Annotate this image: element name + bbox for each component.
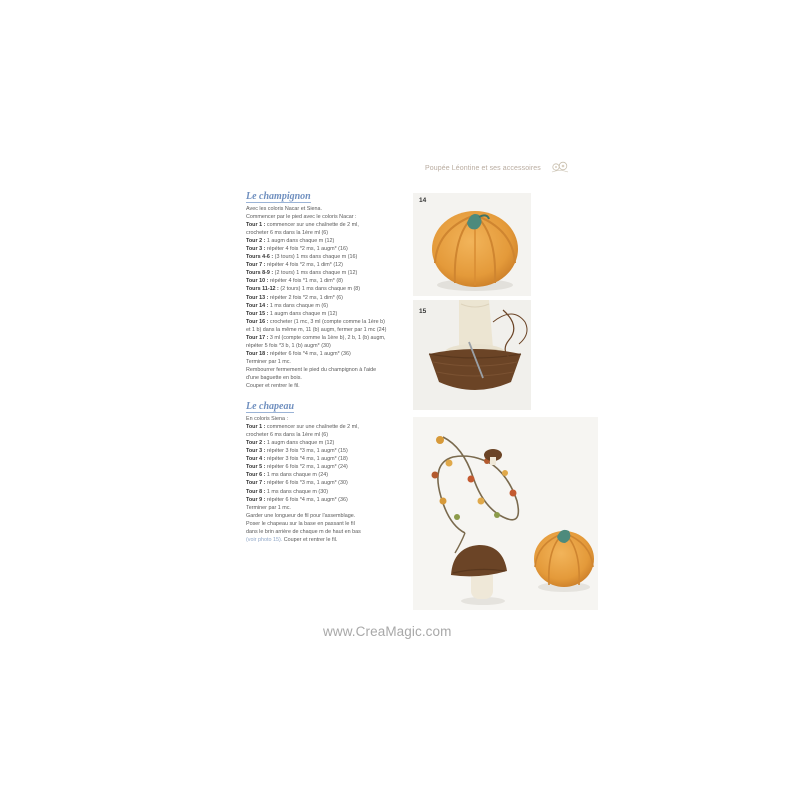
- website-watermark: www.CreaMagic.com: [323, 624, 452, 639]
- instruction-line: [246, 277, 406, 285]
- round-label: Tour 10 :: [246, 278, 269, 285]
- instruction-line: [246, 326, 406, 334]
- instruction-line: [246, 415, 406, 423]
- instruction-line: [246, 496, 406, 504]
- instruction-text: 3 ml (compte comme la 1ère b), 2 b, 1 (b) augm,: [268, 334, 386, 341]
- mushroom-assembly-illustration: [413, 300, 531, 410]
- running-header: Poupée Léontine et ses accessoires: [425, 165, 541, 172]
- instruction-line: [246, 423, 406, 431]
- step-number-14: 14: [419, 197, 427, 204]
- instruction-line: [246, 504, 406, 512]
- instruction-line: [246, 382, 406, 390]
- instruction-text: crocheter 6 ms dans la 1ère ml (6): [246, 432, 329, 439]
- photo-15-assembly: [413, 300, 531, 410]
- instruction-text: Terminer par 1 mc.: [246, 504, 291, 511]
- instruction-line: [246, 229, 406, 237]
- instruction-line: [246, 374, 406, 382]
- section-title-chapeau: Le chapeau: [246, 401, 295, 413]
- instruction-line: [246, 237, 406, 245]
- instruction-line: [246, 439, 406, 447]
- floral-ornament-icon: [549, 160, 571, 174]
- photo-14-pumpkin: [413, 193, 531, 296]
- round-label: Tour 6 :: [246, 472, 266, 479]
- instruction-text: Poser le chapeau sur la base en passant le fil: [246, 520, 355, 527]
- finished-items-illustration: [413, 417, 598, 610]
- instruction-line: [246, 488, 406, 496]
- instruction-text: Commencer par le pied avec le coloris Nacar :: [246, 214, 357, 221]
- instruction-text: commencer sur une chaînette de 2 ml,: [265, 424, 359, 431]
- instruction-line: [246, 342, 406, 350]
- round-label: Tour 16 :: [246, 318, 269, 325]
- instruction-text: répéter 6 fois *4 ms, 1 augm* (36): [268, 350, 351, 357]
- instruction-text: répéter 3 fois *3 ms, 1 augm* (15): [265, 448, 348, 455]
- section-title-champignon: Le champignon: [246, 191, 311, 202]
- instruction-text: En coloris Siena :: [246, 416, 288, 423]
- round-label: Tour 8 :: [246, 488, 266, 495]
- instruction-line: [246, 221, 406, 229]
- instruction-line: [246, 269, 406, 277]
- round-label: Tour 13 :: [246, 294, 269, 301]
- instruction-line: [246, 512, 406, 520]
- instruction-line: [246, 285, 406, 293]
- instruction-text: 1 augm dans chaque m (12): [265, 440, 335, 447]
- instruction-text: répéter 4 fois *2 ms, 1 dim* (12): [265, 262, 343, 269]
- instruction-text: répéter 2 fois *2 ms, 1 dim* (6): [268, 294, 343, 301]
- instruction-text: Rembourrer fermement le pied du champignon à l'aide: [246, 366, 377, 373]
- instruction-text: répéter 3 fois *4 ms, 1 augm* (18): [265, 456, 348, 463]
- instruction-text: d'une baguette en bois.: [246, 374, 302, 381]
- instruction-text: (2 tours) 1 ms dans chaque m (12): [273, 270, 358, 277]
- instruction-line: [246, 205, 406, 213]
- round-label: Tour 7 :: [246, 480, 266, 487]
- instruction-text: 1 augm dans chaque m (12): [265, 238, 335, 245]
- instruction-line: [246, 463, 406, 471]
- champignon-instructions: [246, 205, 406, 390]
- instruction-line: [246, 479, 406, 487]
- instruction-text: crocheter (1 mc, 3 ml (compte comme la 1ère b): [268, 318, 385, 325]
- instruction-text: Couper et rentrer le fil.: [282, 536, 338, 543]
- instruction-text: (3 tours) 1 ms dans chaque m (16): [273, 254, 358, 261]
- instruction-line: [246, 471, 406, 479]
- round-label: Tour 5 :: [246, 464, 266, 471]
- instruction-line: [246, 213, 406, 221]
- instruction-line: [246, 302, 406, 310]
- round-label: Tour 14 :: [246, 302, 269, 309]
- round-label: Tour 3 :: [246, 448, 266, 455]
- round-label: Tours 8-9 :: [246, 270, 274, 277]
- instruction-line: [246, 536, 406, 544]
- round-label: Tours 11-12 :: [246, 286, 279, 293]
- round-label: Tour 3 :: [246, 246, 266, 253]
- step-number-15: 15: [419, 308, 427, 315]
- instruction-line: [246, 310, 406, 318]
- instruction-text: Couper et rentrer le fil.: [246, 383, 300, 390]
- instruction-line: [246, 520, 406, 528]
- round-label: Tour 1 :: [246, 424, 266, 431]
- instruction-line: [246, 528, 406, 536]
- pattern-text-column: [246, 186, 406, 544]
- round-label: Tour 18 :: [246, 350, 269, 357]
- instruction-line: [246, 431, 406, 439]
- instruction-line: [246, 253, 406, 261]
- instruction-text: 1 ms dans chaque m (24): [265, 472, 328, 479]
- round-label: Tour 17 :: [246, 334, 269, 341]
- instruction-text: Garder une longueur de fil pour l'assemblage.: [246, 512, 356, 519]
- round-label: Tour 2 :: [246, 440, 266, 447]
- instruction-text: répéter 5 fois *3 b, 1 (b) augm* (30): [246, 342, 331, 349]
- instruction-text: crocheter 6 ms dans la 1ère ml (6): [246, 230, 329, 237]
- instruction-text: répéter 6 fois *3 ms, 1 augm* (30): [265, 480, 348, 487]
- instruction-line: [246, 334, 406, 342]
- round-label: Tour 4 :: [246, 456, 266, 463]
- round-label: Tour 9 :: [246, 496, 266, 503]
- instruction-line: [246, 358, 406, 366]
- round-label: Tour 7 :: [246, 262, 266, 269]
- instruction-line: [246, 318, 406, 326]
- instruction-line: [246, 261, 406, 269]
- instruction-text: répéter 6 fois *2 ms, 1 augm* (24): [265, 464, 348, 471]
- instruction-line: [246, 455, 406, 463]
- instruction-text: Terminer par 1 mc.: [246, 358, 291, 365]
- pumpkin-illustration: [413, 193, 531, 296]
- instruction-text: commencer sur une chaînette de 2 ml,: [265, 222, 359, 229]
- instruction-text: (2 tours) 1 ms dans chaque m (8): [278, 286, 361, 293]
- instruction-text: dans le brin arrière de chaque m de haut en bas: [246, 528, 361, 535]
- instruction-line: [246, 366, 406, 374]
- instruction-text: répéter 4 fois *1 ms, 1 dim* (8): [268, 278, 343, 285]
- round-label: Tour 15 :: [246, 310, 269, 317]
- photo-reference-link: (voir photo 15).: [246, 536, 283, 543]
- instruction-text: et 1 b) dans la même m, 11 (b) augm, fermer par 1 mc (24): [246, 326, 387, 333]
- instruction-line: [246, 447, 406, 455]
- instruction-text: répéter 6 fois *4 ms, 1 augm* (36): [265, 496, 348, 503]
- instruction-line: [246, 350, 406, 358]
- instruction-text: 1 ms dans chaque m (6): [268, 302, 328, 309]
- round-label: Tour 2 :: [246, 238, 266, 245]
- instruction-text: répéter 4 fois *2 ms, 1 augm* (16): [265, 246, 348, 253]
- instruction-text: Avec les coloris Nacar et Siena.: [246, 206, 323, 212]
- instruction-text: 1 augm dans chaque m (12): [268, 310, 338, 317]
- round-label: Tour 1 :: [246, 222, 266, 229]
- photo-finished-items: [413, 417, 598, 610]
- instruction-text: 1 ms dans chaque m (30): [265, 488, 328, 495]
- chapeau-instructions: [246, 415, 406, 544]
- instruction-line: [246, 294, 406, 302]
- round-label: Tours 4-6 :: [246, 254, 274, 261]
- instruction-line: [246, 245, 406, 253]
